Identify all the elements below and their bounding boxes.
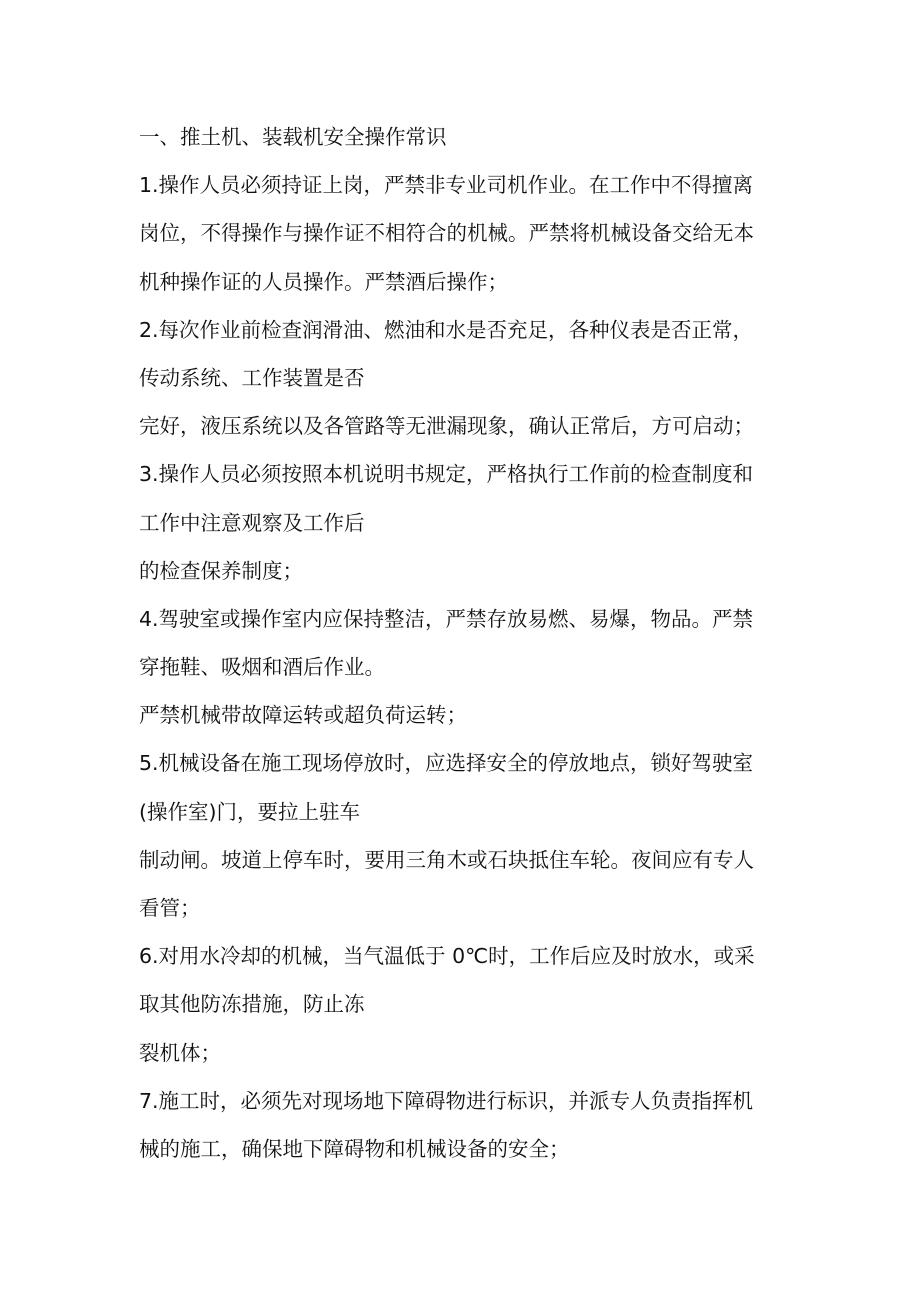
- text-line: 穿拖鞋、吸烟和酒后作业。: [139, 655, 385, 680]
- text-line: 工作中注意观察及工作后: [139, 510, 365, 535]
- text-line: 1.操作人员必须持证上岗，严禁非专业司机作业。在工作中不得擅离: [139, 173, 754, 198]
- text-line: 制动闸。坡道上停车时，要用三角木或石块抵住车轮。夜间应有专人: [139, 847, 754, 872]
- text-line: 的检查保养制度；: [139, 558, 303, 583]
- text-line: 传动系统、工作装置是否: [139, 365, 365, 390]
- text-line: (操作室)门，要拉上驻车: [139, 799, 360, 824]
- section-heading: 一、推土机、装载机安全操作常识: [139, 125, 447, 149]
- document-body: [139, 113, 799, 1173]
- text-line: 裂机体；: [139, 1040, 221, 1065]
- text-line: 6.对用水冷却的机械，当气温低于 0℃时，工作后应及时放水，或采: [139, 944, 755, 969]
- text-line: 4.驾驶室或操作室内应保持整洁，严禁存放易燃、易爆，物品。严禁: [139, 606, 754, 631]
- text-line: 完好，液压系统以及各管路等无泄漏现象，确认正常后，方可启动；: [139, 414, 754, 439]
- text-line: 看管；: [139, 896, 201, 920]
- text-line: 机种操作证的人员操作。严禁酒后操作；: [139, 269, 508, 294]
- text-line: 7.施工时，必须先对现场地下障碍物进行标识，并派专人负责指挥机: [139, 1088, 754, 1113]
- text-line: 严禁机械带故障运转或超负荷运转；: [139, 703, 467, 728]
- text-line: 3.操作人员必须按照本机说明书规定，严格执行工作前的检查制度和: [139, 462, 754, 487]
- text-line: 岗位，不得操作与操作证不相符合的机械。严禁将机械设备交给无本: [139, 221, 754, 246]
- text-line: 取其他防冻措施，防止冻: [139, 992, 365, 1017]
- text-line: 械的施工，确保地下障碍物和机械设备的安全；: [139, 1136, 570, 1161]
- text-line: 2.每次作业前检查润滑油、燃油和水是否充足，各种仪表是否正常，: [139, 317, 754, 342]
- text-line: 5.机械设备在施工现场停放时，应选择安全的停放地点，锁好驾驶室: [139, 751, 754, 776]
